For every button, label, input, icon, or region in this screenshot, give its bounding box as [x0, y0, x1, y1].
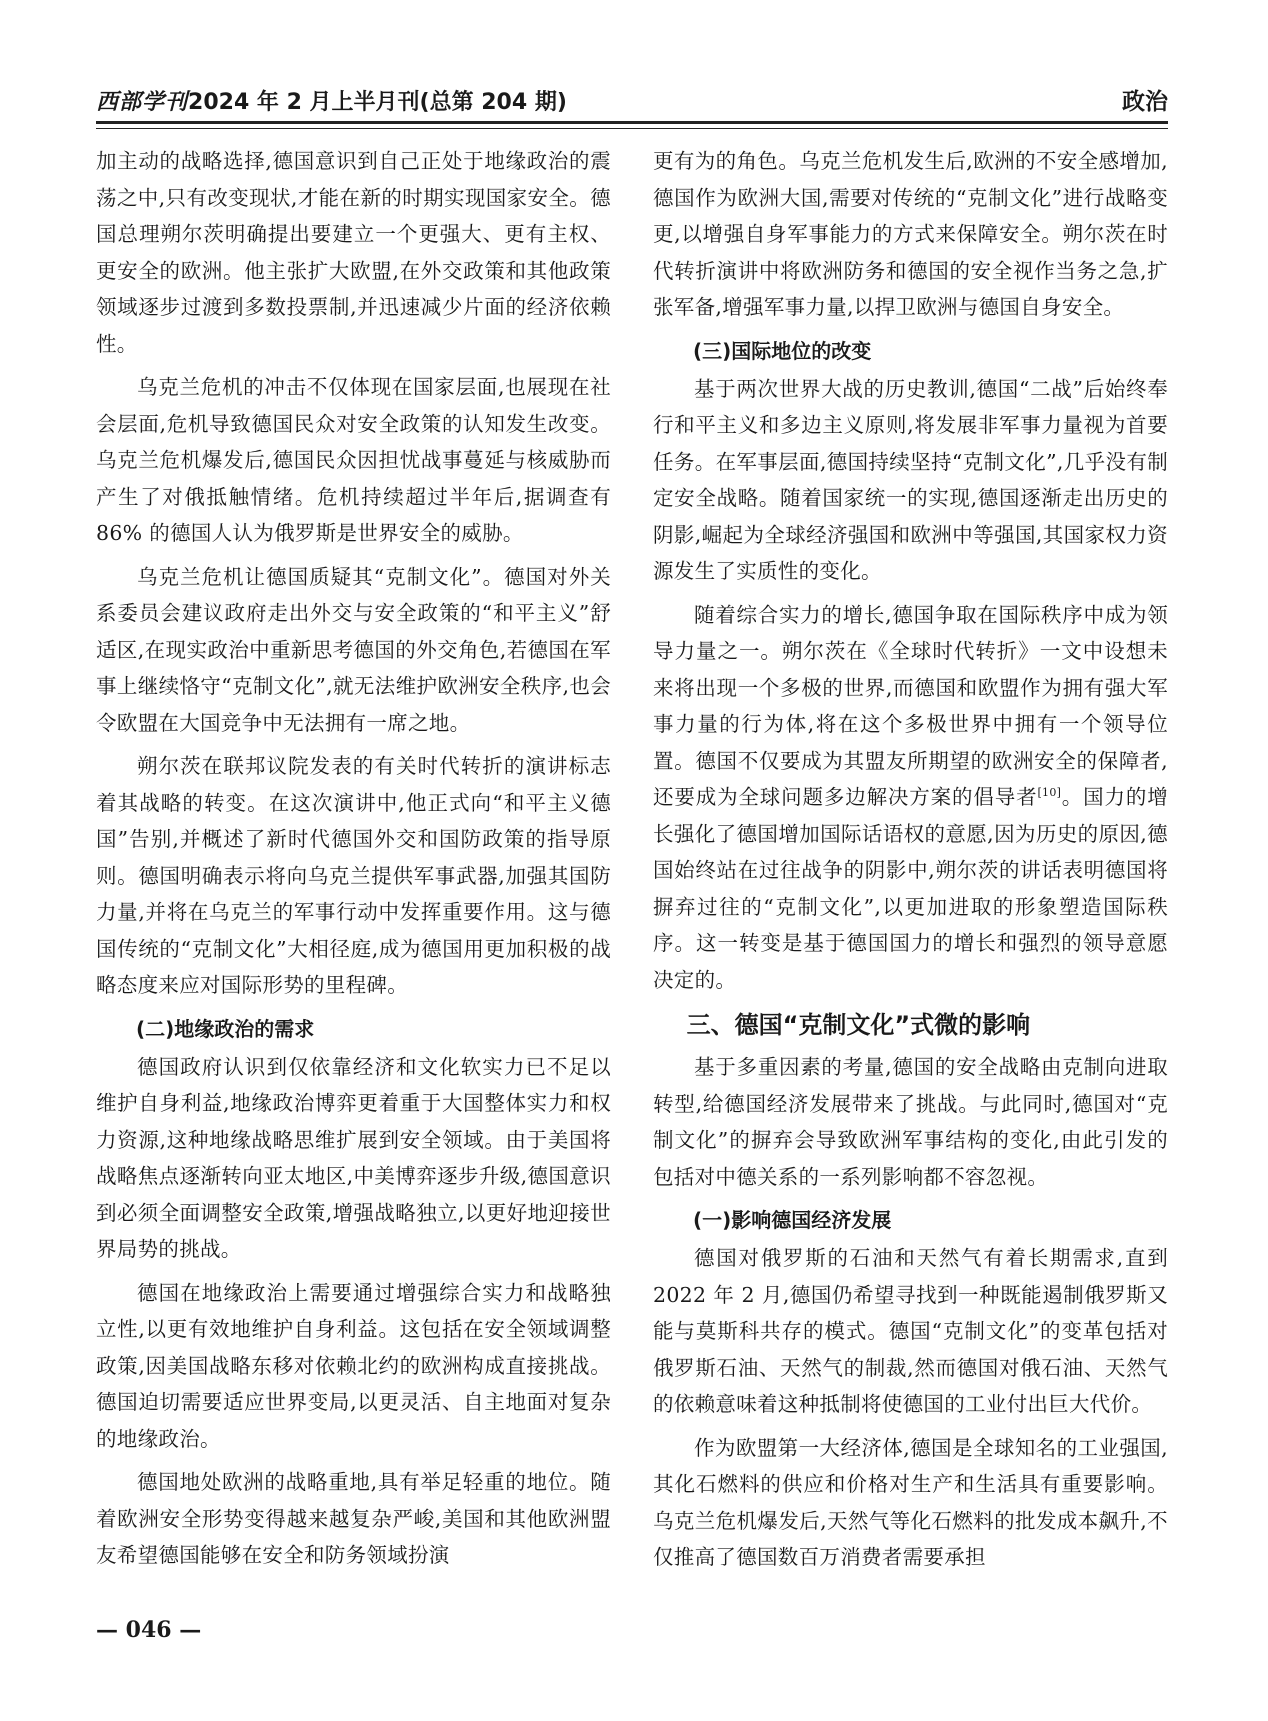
- paragraph: 乌克兰危机的冲击不仅体现在国家层面,也展现在社会层面,危机导致德国民众对安全政策的认知发生改变。乌克兰危机爆发后,德国民众因担忧战事蔓延与核威胁而产生了对俄抵触情绪。危机持续超过半年后,据调查有 86% 的德国人认为俄罗斯是世界安全的威胁。: [96, 375, 611, 545]
- chapter-heading: 三、德国“克制文化”式微的影响: [686, 1011, 1031, 1039]
- left-column: [96, 143, 611, 1581]
- paragraph: 德国在地缘政治上需要通过增强综合实力和战略独立性,以更有效地维护自身利益。这包括在安全领域调整政策,因美国战略东移对依赖北约的欧洲构成直接挑战。德国迫切需要适应世界变局,以更灵活、自主地面对复杂的地缘政治。: [96, 1280, 611, 1451]
- section-label: 政治: [1122, 89, 1168, 115]
- section-heading: (三)国际地位的改变: [693, 338, 872, 363]
- paragraph: 德国对俄罗斯的石油和天然气有着长期需求,直到 2022 年 2 月,德国仍希望寻找到一种既能遏制俄罗斯又能与莫斯科共存的模式。德国“克制文化”的变革包括对俄罗斯石油、天然气的制裁,然而德国对俄石油、天然气的依赖意味着这种抵制将使德国的工业付出巨大代价。: [653, 1246, 1168, 1416]
- running-header: [96, 84, 1168, 124]
- paragraph: 朔尔茨在联邦议院发表的有关时代转折的演讲标志着其战略的转变。在这次演讲中,他正式向“和平主义德国”告别,并概述了新时代德国外交和国防政策的指导原则。德国明确表示将向乌克兰提供军事武器,加强其国防力量,并将在乌克兰的军事行动中发挥重要作用。这与德国传统的“克制文化”大相径庭,成为德国用更加积极的战略态度来应对国际形势的里程碑。: [96, 754, 611, 997]
- paragraph: 基于两次世界大战的历史教训,德国“二战”后始终奉行和平主义和多边主义原则,将发展非军事力量视为首要任务。在军事层面,德国持续坚持“克制文化”,几乎没有制定安全战略。随着国家统一的实现,德国逐渐走出历史的阴影,崛起为全球经济强国和欧洲中等强国,其国家权力资源发生了实质性的变化。: [653, 376, 1168, 583]
- section-heading: (一)影响德国经济发展: [693, 1208, 892, 1232]
- paragraph-text: 随着综合实力的增长,德国争取在国际秩序中成为领导力量之一。朔尔茨在《全球时代转折》一文中设想未来将出现一个多极的世界,而德国和欧盟作为拥有强大军事力量的行为体,将在这个多极世界中拥有一个领导位置。德国不仅要成为其盟友所期望的欧洲安全的保障者,还要成为全球问题多边解决方案的倡导者: [653, 602, 1168, 809]
- citation-ref: [10]: [1037, 786, 1062, 800]
- page-number: — 046 —: [96, 1617, 202, 1643]
- header-rule-thin: [96, 128, 1168, 129]
- paragraph: 德国政府认识到仅依靠经济和文化软实力已不足以维护自身利益,地缘政治博弈更着重于大国整体实力和权力资源,这种地缘战略思维扩展到安全领域。由于美国将战略焦点逐渐转向亚太地区,中美博弈逐步升级,德国意识到必须全面调整安全政策,增强战略独立,以更好地迎接世界局势的挑战。: [96, 1054, 611, 1261]
- paragraph: 作为欧盟第一大经济体,德国是全球知名的工业强国,其化石燃料的供应和价格对生产和生活具有重要影响。乌克兰危机爆发后,天然气等化石燃料的批发成本飙升,不仅推高了德国数百万消费者需要承担: [653, 1435, 1168, 1569]
- paragraph: 乌克兰危机让德国质疑其“克制文化”。德国对外关系委员会建议政府走出外交与安全政策的“和平主义”舒适区,在现实政治中重新思考德国的外交角色,若德国在军事上继续恪守“克制文化”,就无法维护欧洲安全秩序,也会令欧盟在大国竞争中无法拥有一席之地。: [96, 564, 611, 735]
- issue-info: 2024 年 2 月上半月刊(总第 204 期): [188, 90, 567, 115]
- paragraph: [653, 597, 1168, 999]
- paragraph-text: 。国力的增长强化了德国增加国际话语权的意愿,因为历史的原因,德国始终站在过往战争的阴影中,朔尔茨的讲话表明德国将摒弃过往的“克制文化”,以更加进取的形象塑造国际秩序。这一转变是基于德国国力的增长和强烈的领导意愿决定的。: [653, 785, 1169, 992]
- right-column: [653, 143, 1168, 1583]
- paragraph: 更有为的角色。乌克兰危机发生后,欧洲的不安全感增加,德国作为欧洲大国,需要对传统的“克制文化”进行战略变更,以增强自身军事能力的方式来保障安全。朔尔茨在时代转折演讲中将欧洲防务和德国的安全视作当务之急,扩张军备,增强军事力量,以捍卫欧洲与德国自身安全。: [653, 149, 1168, 319]
- paragraph: 加主动的战略选择,德国意识到自己正处于地缘政治的震荡之中,只有改变现状,才能在新的时期实现国家安全。德国总理朔尔茨明确提出要建立一个更强大、更有主权、更安全的欧洲。他主张扩大欧盟,在外交政策和其他政策领域逐步过渡到多数投票制,并迅速减少片面的经济依赖性。: [96, 149, 611, 356]
- journal-logo: 西部学刊: [96, 89, 189, 115]
- paragraph: 基于多重因素的考量,德国的安全战略由克制向进取转型,给德国经济发展带来了挑战。与此同时,德国对“克制文化”的摒弃会导致欧洲军事结构的变化,由此引发的包括对中德关系的一系列影响都不容忽视。: [653, 1055, 1168, 1189]
- header-rule: [96, 121, 1168, 124]
- paragraph: 德国地处欧洲的战略重地,具有举足轻重的地位。随着欧洲安全形势变得越来越复杂严峻,美国和其他欧洲盟友希望德国能够在安全和防务领域扮演: [96, 1470, 611, 1567]
- section-heading: (二)地缘政治的需求: [136, 1016, 315, 1041]
- journal-issue: [96, 85, 567, 116]
